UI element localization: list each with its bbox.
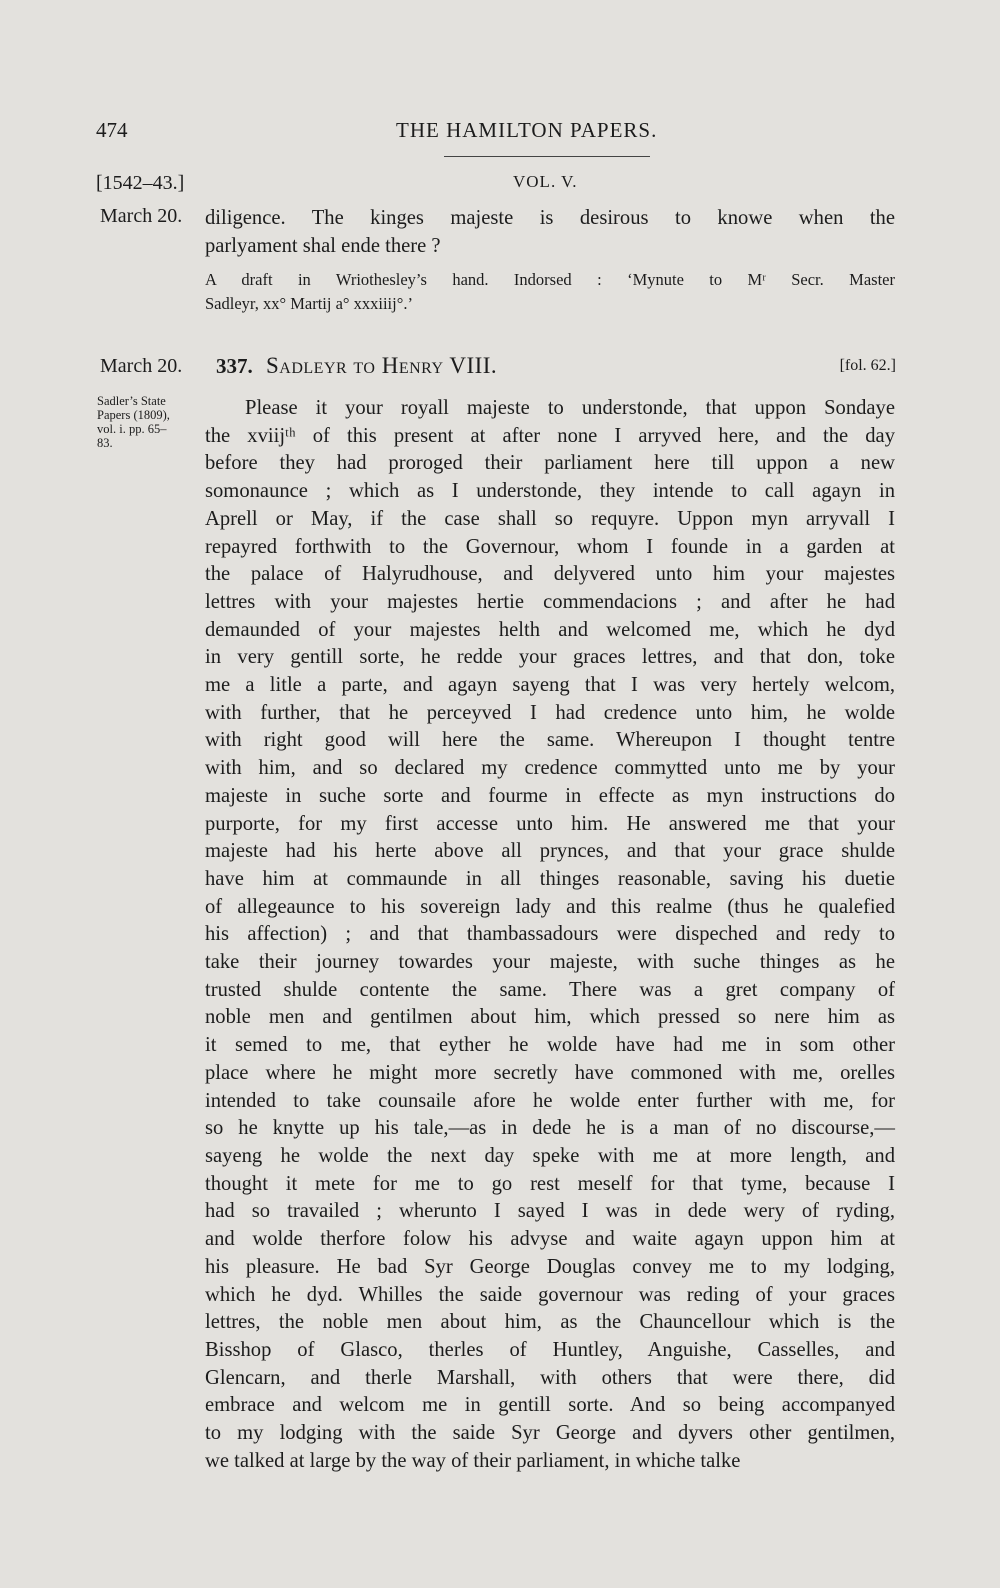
text-line: trusted shulde contente the same. There was a gret company of [205,978,895,1001]
text-line: his affection) ; and that thambassadours were dispeched and redy to [205,923,895,946]
text-line: have him at commaunde in all thinges reasonable, saving his duetie [205,867,895,890]
text-line: intended to take counsaile afore he wolde enter further with me, for [205,1089,895,1112]
text-line: it semed to me, that eyther he wolde have had me in som other [205,1034,895,1057]
draft-note [205,268,895,316]
document-heading [100,353,900,383]
margin-note-line: 83. [97,436,113,450]
previous-entry-date: March 20. [100,205,183,227]
text-line: thought it mete for me to go rest meself for that tyme, because I [205,1172,895,1195]
text-line: place where he might more secretly have commoned with me, orelles [205,1061,895,1084]
text-line: purporte, for my first accesse unto him. He answered me that your [205,812,895,835]
text-line: of allegeaunce to his sovereign lady and this realme (thus he qualefied [205,895,895,918]
text-line: and wolde therfore folow his advyse and waite agayn uppon him at [205,1228,895,1251]
text-line: diligence. The kinges majeste is desirous to knowe when the [205,207,895,229]
text-line: before they had proroged their parliament here till uppon a new [205,452,895,475]
text-line: embrace and welcom me in gentill sorte. And so being accompanyed [205,1394,895,1417]
text-line: the palace of Halyrudhouse, and delyvered unto him your majestes [205,563,895,586]
text-line: parlyament shal ende there ? [205,234,441,257]
text-line: take their journey towardes your majeste, with suche thinges as he [205,951,895,974]
document-title: Sadleyr to Henry VIII. [266,353,498,378]
margin-note [97,394,201,450]
text-line: majeste in suche sorte and fourme in effecte as myn instructions do [205,784,895,807]
text-line: Aprell or May, if the case shall so requyre. Uppon myn arryvall I [205,507,895,530]
running-head [96,118,896,148]
text-line: with right good will here the same. Whereupon I thought tentre [205,729,895,752]
text-line: repayred forthwith to the Governour, whom I founde in a garden at [205,535,895,558]
year-range: [1542–43.] [96,172,185,194]
note-line: Sadleyr, xx° Martij a° xxxiiij°.’ [205,294,413,313]
text-line: Please it your royall majeste to understonde, that uppon Sondaye [245,397,895,419]
text-line: in very gentill sorte, he redde your graces lettres, and that don, toke [205,646,895,669]
folio-reference: [fol. 62.] [839,357,896,374]
header-rule [444,156,650,157]
text-line: somonaunce ; which as I understonde, they intende to call agayn in [205,480,895,503]
text-line: lettres, the noble men about him, as the Chauncellour which is the [205,1311,895,1334]
text-line: which he dyd. Whilles the saide governour was reding of your graces [205,1283,895,1306]
margin-note-line: Papers (1809), [97,408,170,422]
running-title: THE HAMILTON PAPERS. [396,118,658,142]
text-line: me a litle a parte, and agayn sayeng that I was very hertely welcom, [205,674,895,697]
text-line: had so travailed ; wherunto I sayed I was in dede wery of ryding, [205,1200,895,1223]
text-line: sayeng he wolde the next day speke with me at more length, and [205,1144,895,1167]
letter-body [205,395,895,1475]
page-number: 474 [96,118,128,142]
document-number: 337. [216,354,253,378]
text-line: the xviijᵗʰ of this present at after none I arryved here, and the day [205,424,895,447]
text-line: with him, and so declared my credence commytted unto me by your [205,757,895,780]
text-line: Bisshop of Glasco, therles of Huntley, Anguishe, Casselles, and [205,1338,895,1361]
text-line: we talked at large by the way of their parliament, in whiche talke [205,1449,741,1472]
text-line: noble men and gentilmen about him, which pressed so nere him as [205,1006,895,1029]
margin-note-line: Sadler’s State [97,394,166,408]
text-line: lettres with your majestes hertie commendacions ; and after he had [205,590,895,613]
margin-note-line: vol. i. pp. 65– [97,422,167,436]
text-line: with further, that he perceyved I had credence unto him, he wolde [205,701,895,724]
previous-entry-text [205,205,895,260]
document-date: March 20. [100,355,183,377]
text-line: his pleasure. He bad Syr George Douglas convey me to my lodging, [205,1255,895,1278]
text-line: majeste had his herte above all prynces, and that your grace shulde [205,840,895,863]
text-line: demaunded of your majestes helth and welcomed me, which he dyd [205,618,895,641]
volume-label: VOL. V. [513,172,578,191]
text-line: Glencarn, and therle Marshall, with others that were there, did [205,1366,895,1389]
text-line: so he knytte up his tale,—as in dede he is a man of no discourse,— [205,1117,895,1140]
note-line: A draft in Wriothesley’s hand. Indorsed : ‘Mynute to Mʳ Secr. Master [205,270,895,289]
text-line: to my lodging with the saide Syr George and dyvers other gentilmen, [205,1422,895,1445]
